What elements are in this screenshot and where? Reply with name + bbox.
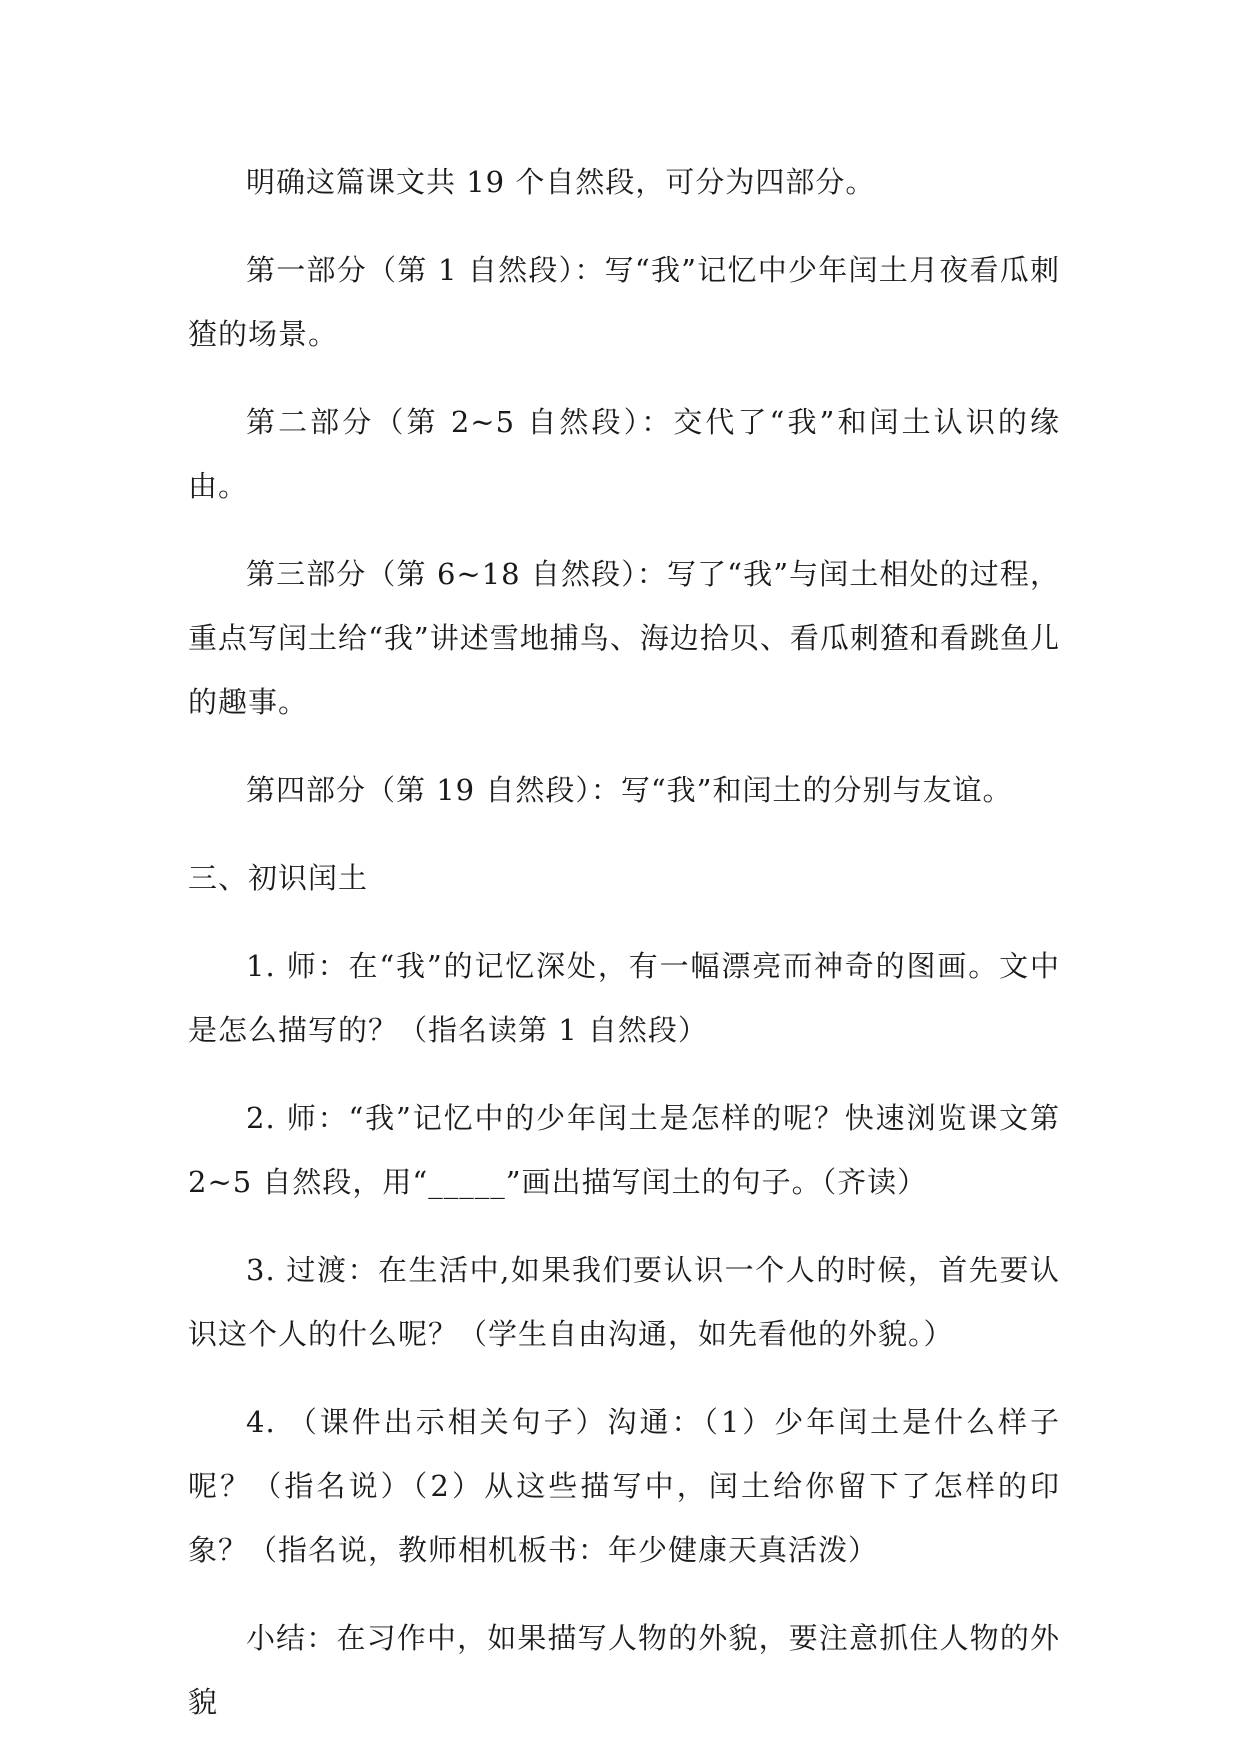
document-page [188, 150, 1060, 1758]
paragraph-part-three: 第三部分（第 6~18 自然段）：写了“我”与闰土相处的过程，重点写闰土给“我”讲述雪地捕鸟、海边拾贝、看瓜刺猹和看跳鱼儿的趣事。 [188, 557, 1060, 719]
section-heading-three: 三、初识闰土 [188, 861, 369, 895]
paragraph-step-one: 1. 师：在“我”的记忆深处，有一幅漂亮而神奇的图画。文中是怎么描写的？（指名读第 1 自然段） [188, 949, 1060, 1047]
paragraph-part-four: 第四部分（第 19 自然段）：写“我”和闰土的分别与友谊。 [246, 773, 1013, 807]
paragraph-summary: 小结：在习作中，如果描写人物的外貌，要注意抓住人物的外貌 [188, 1621, 1060, 1719]
paragraph-step-two: 2. 师：“我”记忆中的少年闰土是怎样的呢？快速浏览课文第 2~5 自然段，用“_____”画出描写闰土的句子。（齐读） [188, 1101, 1060, 1199]
paragraph-structure-overview: 明确这篇课文共 19 个自然段，可分为四部分。 [246, 165, 876, 199]
paragraph-part-two: 第二部分（第 2~5 自然段）：交代了“我”和闰土认识的缘由。 [188, 405, 1060, 503]
paragraph-step-four: 4. （课件出示相关句子）沟通：（1）少年闰土是什么样子呢？（指名说）（2）从这些描写中，闰土给你留下了怎样的印象？（指名说，教师相机板书：年少健康天真活泼） [188, 1405, 1060, 1567]
paragraph-step-three: 3. 过渡：在生活中,如果我们要认识一个人的时候，首先要认识这个人的什么呢？（学生自由沟通，如先看他的外貌。） [188, 1253, 1060, 1351]
paragraph-part-one: 第一部分（第 1 自然段）：写“我”记忆中少年闰土月夜看瓜刺猹的场景。 [188, 253, 1060, 351]
